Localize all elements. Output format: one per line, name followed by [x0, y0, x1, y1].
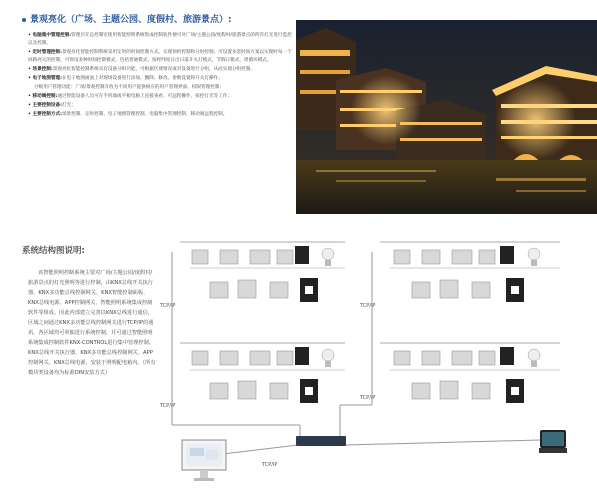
control-zone-3: [180, 341, 350, 425]
tcpip-label: TCP/IP: [360, 395, 376, 401]
feature-item: • 电子地图管理:在电子地图画面上对现场设备进行添加、删除、修改、参数设置和开关灯操作；: [28, 76, 223, 81]
feature-item: • 定时管理控制:景观亮化智能控制系统采用定时的时间控制方式，实现预约控制和分时控制。可设置多套时间方案以实现时每一个回路亮灭的控制，可预设多种时间控制模式，包括普通模式、按经纬度日出日落开关灯模式、节假日模式、周循环模式。: [28, 50, 292, 63]
feature-item: • 主要控制方式:场景控制、定时控制、电子地图管理控制、电脑集中管理控制、移动端远程控制。: [28, 112, 228, 117]
tcpip-label-bottom: TCP/IP: [262, 462, 278, 468]
tcpip-label: TCP/IP: [360, 303, 376, 309]
feature-item: • 主要控制设备:灯光；: [28, 103, 76, 108]
tcpip-label: TCP/IP: [160, 303, 176, 309]
section-2-title: 系统结构图说明:: [22, 246, 85, 256]
control-zone-2: [382, 240, 562, 324]
control-zone-4: [382, 341, 562, 425]
computer-icon: [180, 438, 230, 492]
feature-item: • 场景控制:景观亮化智能控制系统具有设备分组功能，可根据区域情况或对设备进行分组，从而实现分组控制。: [28, 67, 255, 72]
network-switch-icon: [296, 436, 346, 446]
tablet-icon: [538, 428, 570, 462]
feature-item: 分级用户管理功能：广场/景观控制开放为不同用户提供相应的用户管理界面、权限管理控制；: [34, 85, 224, 90]
tcpip-label: TCP/IP: [160, 403, 176, 409]
section-1-title: 景观亮化（广场、主题公园、度假村、旅游景点）:: [22, 12, 232, 25]
system-description: 该智能照明控制系统主要对广场/主题公园/度假村/旅游景点的灯光照明等进行控制，由KNX总线开关执行器、KNX多功能总线控制网关、KNX智能控制面板、KNX总线电源、APP控制网关、智能照明系统集成控制软件等组成。因此内部建立完善以KNX总线进行通信，区域之间通过KNX多功能总线控制网关进行TCP/IP的通讯，各区域均可单独进行系统控制，并可通过智能照明系统集成控制软件KNX-CONTROL进行集中管理控制。KNX总线开关执行器、KNX多功能总线控制网关、APP控制网关、KNX总线电源，安装于照明配电箱内。（所有模块类设备均为标准DIN安装方式）: [28, 270, 156, 376]
feature-item: • 移动端控制:通过智能设备人员可在手机端或平板电脑上直接查看、可远程操作，按控灯光等工作；: [28, 94, 232, 99]
feature-item: • 电脑集中管理控制:管理层在总控制室使用智能照明系统集成控制软件便可对广场/主题公园/度假村/旅游景点的所有灯光进行监控以及控制。: [28, 33, 292, 46]
control-zone-1: [180, 240, 350, 324]
